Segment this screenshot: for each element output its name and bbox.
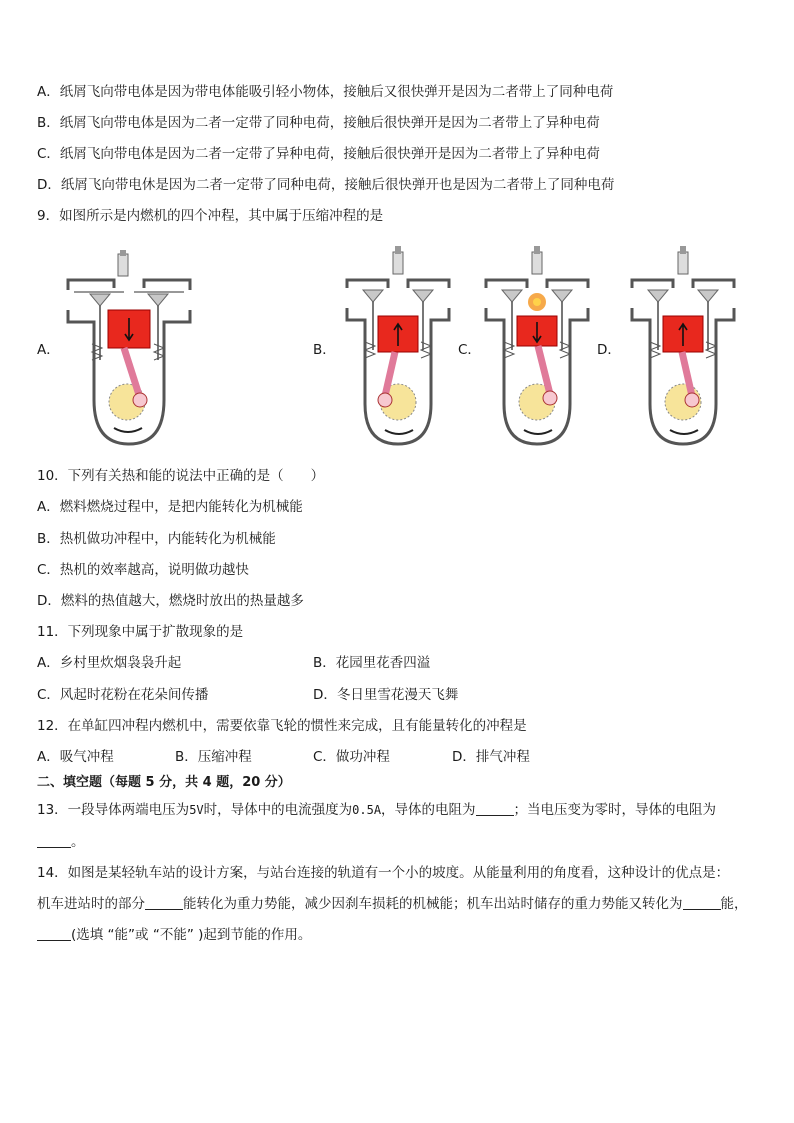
q10-option-d: D．燃料的热值越大，燃烧时放出的热量越多 [37,593,304,609]
q11-option-c: C．风起时花粉在花朵间传播 [37,687,209,703]
q13-blank-1[interactable] [476,801,514,816]
engine-diagram-c [482,244,592,448]
q8-option-b: B．纸屑飞向带电体是因为二者一定带了同种电荷，接触后很快弹开是因为二者带上了异种电荷 [37,115,600,131]
q8-option-d: D．纸屑飞向带电休是因为二者一定带了同种电荷，接触后很快弹开也是因为二者带上了同种电荷 [37,177,615,193]
q13-voltage: 5V [189,803,204,817]
q10-option-b: B．热机做功冲程中，内能转化为机械能 [37,531,276,547]
q14-part-d: (选填 “能”或 “不能” )起到节能的作用。 [71,927,312,943]
q11-option-b: B．花园里花香四溢 [313,655,431,671]
q9-label-c: C． [458,342,481,358]
q14-blank-1[interactable] [145,895,183,910]
q14-part-c: 能， [720,896,748,912]
q11-stem: 11．下列现象中属于扩散现象的是 [37,624,244,640]
q13-part2: 时，导体中的电流强度为 [203,802,353,818]
q12-option-a: A．吸气冲程 [37,749,114,765]
q14-part-b: 能转化为重力势能，减少因刹车损耗的机械能；机车出站时储存的重力势能又转化为 [183,896,683,912]
q13-line2 [37,833,85,851]
q11-option-a: A．乡村里炊烟袅袅升起 [37,655,182,671]
q11-option-d: D．冬日里雪花漫天飞舞 [313,687,459,703]
engine-diagram-b [343,244,453,448]
q13-part5: 。 [71,834,85,850]
q14-blank-2[interactable] [683,895,721,910]
q9-stem: 9．如图所示是内燃机的四个冲程，其中属于压缩冲程的是 [37,208,384,224]
q9-label-b: B． [313,342,336,358]
q8-option-a: A．纸屑飞向带电体是因为带电体能吸引轻小物体，接触后又很快弹开是因为二者带上了同种电荷 [37,84,614,100]
q13-line1 [37,801,716,819]
section-heading-fill-in: 二、填空题（每题 5 分，共 4 题，20 分） [37,775,291,790]
q12-option-c: C．做功冲程 [313,749,390,765]
q9-label-d: D． [597,342,621,358]
engine-diagram-a [64,250,194,448]
q13-part1: 13．一段导体两端电压为 [37,802,190,818]
q13-current: 0.5A [352,803,382,817]
q12-option-b: B．压缩冲程 [175,749,252,765]
q13-blank-2[interactable] [37,833,71,848]
q14-blank-3[interactable] [37,926,71,941]
engine-diagram-d [628,244,738,448]
q14-line1: 14．如图是某轻轨车站的设计方案，与站台连接的轨道有一个小的坡度。从能量利用的角度看，这种设计的优点是： [37,865,730,881]
q14-part-a: 机车进站时的部分 [37,896,145,912]
q14-line3 [37,926,311,944]
q10-stem: 10．下列有关热和能的说法中正确的是（ ） [37,468,325,484]
q13-part3: ，导体的电阻为 [381,802,476,818]
q10-option-a: A．燃料燃烧过程中，是把内能转化为机械能 [37,499,303,515]
q10-option-c: C．热机的效率越高，说明做功越快 [37,562,249,578]
q13-part4: ；当电压变为零时，导体的电阻为 [513,802,717,818]
q9-label-a: A． [37,342,60,358]
q12-stem: 12．在单缸四冲程内燃机中，需要依靠飞轮的惯性来完成，且有能量转化的冲程是 [37,718,527,734]
q12-option-d: D．排气冲程 [452,749,530,765]
q8-option-c: C．纸屑飞向带电体是因为二者一定带了异种电荷，接触后很快弹开是因为二者带上了异种电荷 [37,146,600,162]
q14-line2 [37,895,748,913]
